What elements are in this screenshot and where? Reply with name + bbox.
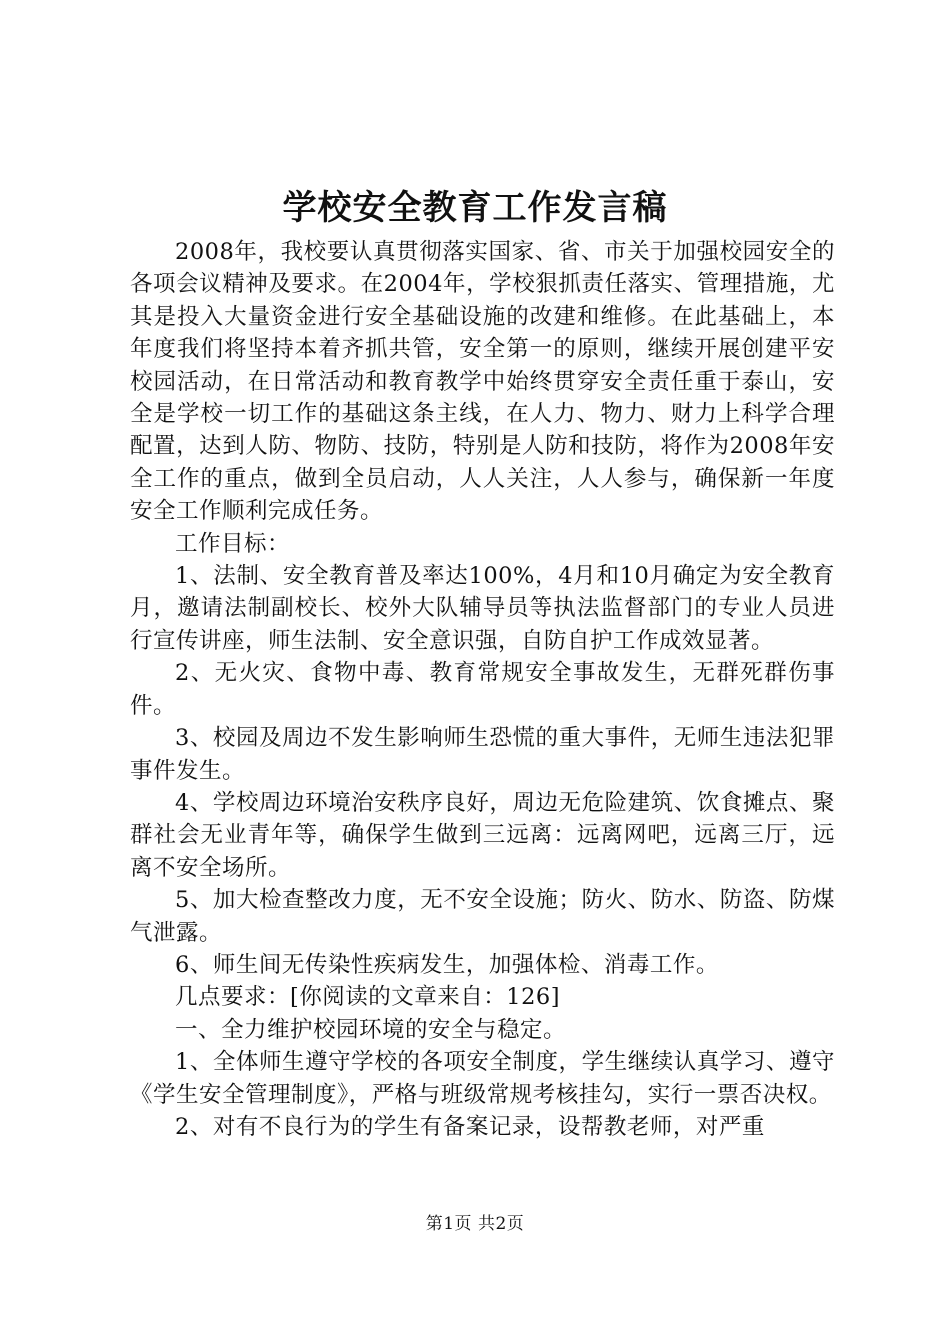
paragraph-goal-3: 3、校园及周边不发生影响师生恐慌的重大事件，无师生违法犯罪事件发生。 xyxy=(130,725,835,784)
paragraph-requirement-1: 1、全体师生遵守学校的各项安全制度，学生继续认真学习、遵守《学生安全管理制度》，严格与班级常规考核挂勾，实行一票否决权。 xyxy=(130,1049,835,1108)
paragraph-goal-1: 1、法制、安全教育普及率达100%，4月和10月确定为安全教育月，邀请法制副校长、校外大队辅导员等执法监督部门的专业人员进行宣传讲座，师生法制、安全意识强，自防自护工作成效显著。 xyxy=(130,563,835,654)
paragraph-section-1-heading: 一、全力维护校园环境的安全与稳定。 xyxy=(175,1016,567,1043)
paragraph-requirements-heading: 几点要求：[你阅读的文章来自：126] xyxy=(175,984,561,1011)
paragraph-goal-5: 5、加大检查整改力度，无不安全设施；防火、防水、防盗、防煤气泄露。 xyxy=(130,887,835,946)
document-title: 学校安全教育工作发言稿 xyxy=(282,188,668,228)
paragraph-intro: 2008年，我校要认真贯彻落实国家、省、市关于加强校园安全的各项会议精神及要求。在2004年，学校狠抓责任落实、管理措施，尤其是投入大量资金进行安全基础设施的改建和维修。在此基础上，本年度我们将坚持本着齐抓共管，安全第一的原则，继续开展创建平安校园活动，在日常活动和教育教学中始终贯穿安全责任重于泰山，安全是学校一切工作的基础这条主线，在人力、物力、财力上科学合理配置，达到人防、物防、技防，特别是人防和技防，将作为2008年安全工作的重点，做到全员启动，人人关注，人人参与，确保新一年度安全工作顺利完成任务。 xyxy=(130,239,835,525)
document-body xyxy=(130,236,835,1143)
paragraph-goal-6: 6、师生间无传染性疾病发生，加强体检、消毒工作。 xyxy=(175,951,719,978)
paragraph-goal-4: 4、学校周边环境治安秩序良好，周边无危险建筑、饮食摊点、聚群社会无业青年等，确保学生做到三远离：远离网吧，远离三厅，远离不安全场所。 xyxy=(130,789,835,881)
paragraph-goals-heading: 工作目标： xyxy=(175,530,291,557)
page-number-footer: 第1页 共2页 xyxy=(425,1214,525,1234)
paragraph-goal-2: 2、无火灾、食物中毒、教育常规安全事故发生，无群死群伤事件。 xyxy=(130,660,835,719)
paragraph-requirement-2: 2、对有不良行为的学生有备案记录，设帮教老师，对严重 xyxy=(175,1113,765,1140)
